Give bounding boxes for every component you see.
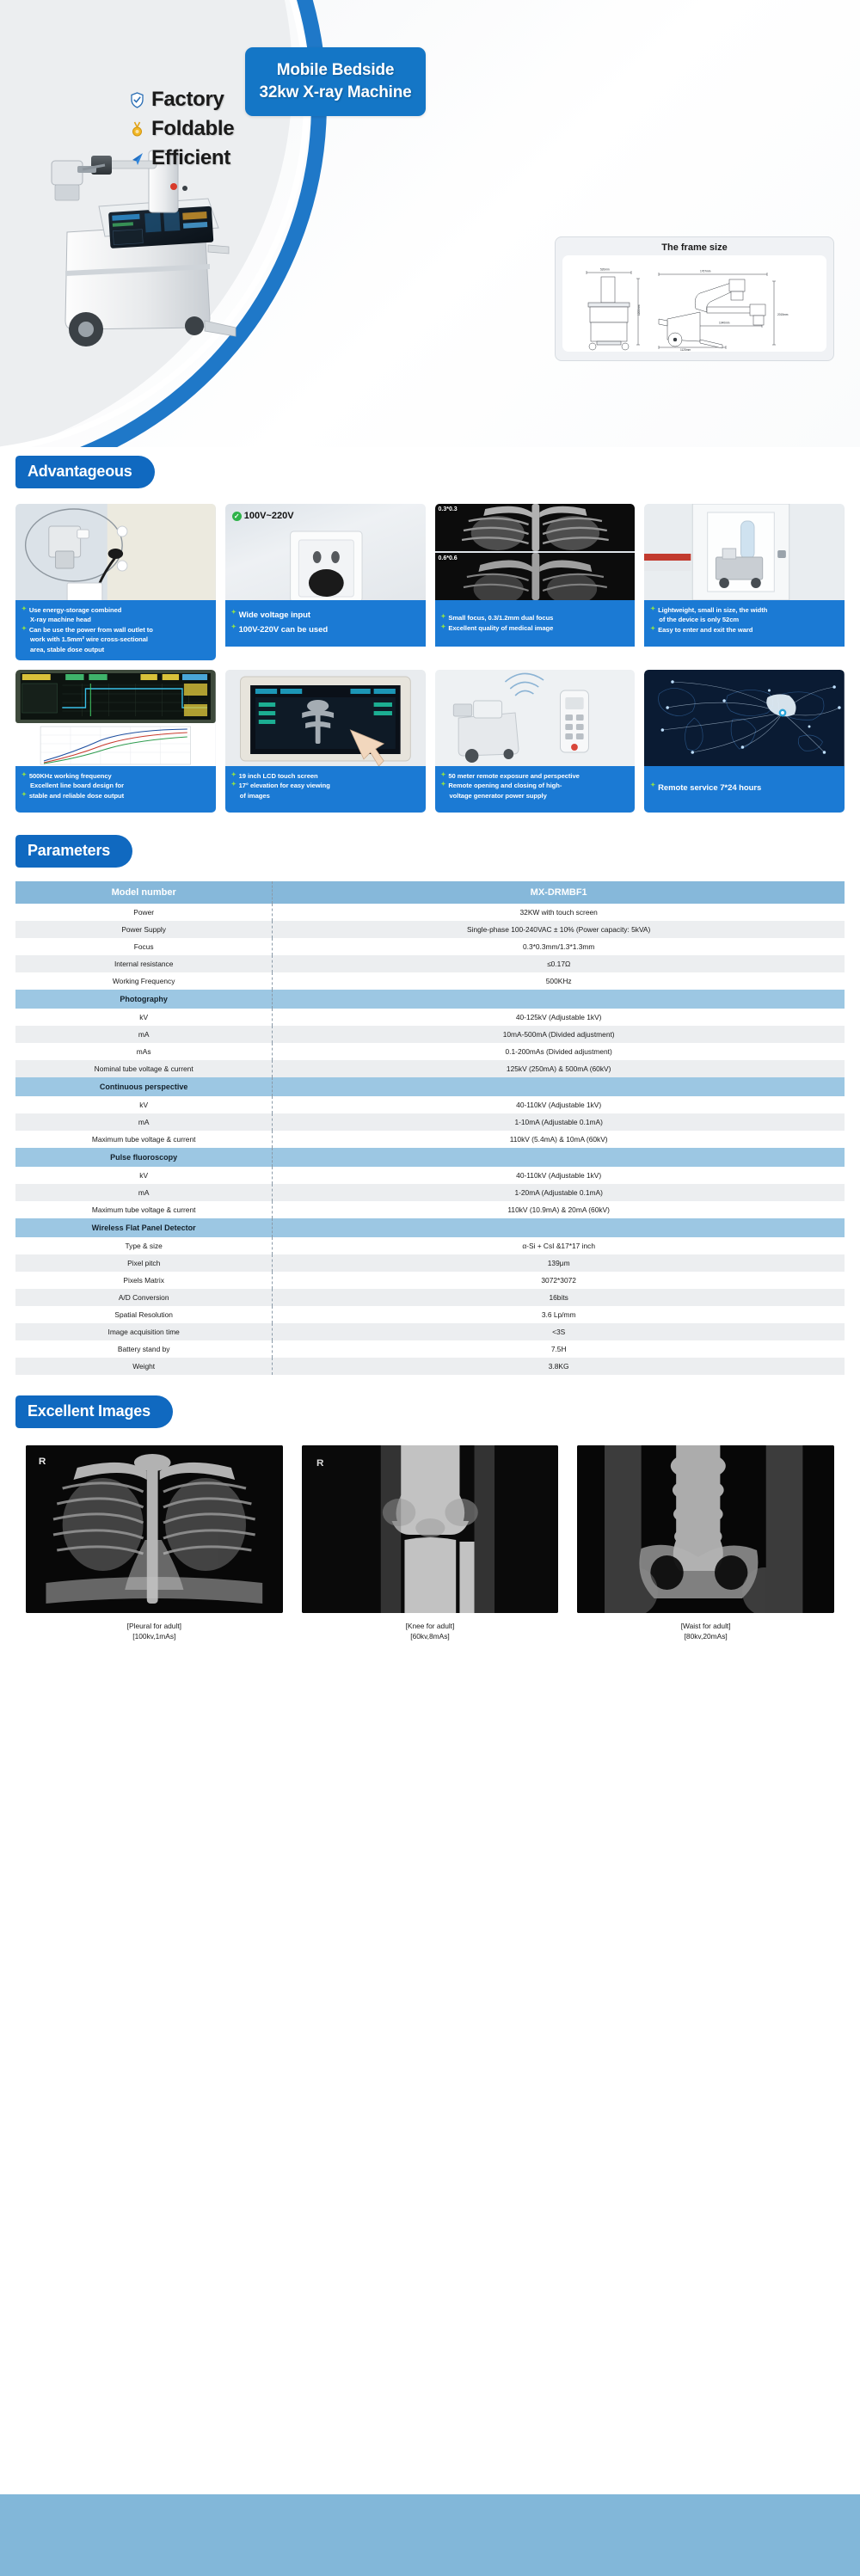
hero-title-badge — [245, 47, 426, 116]
advantage-card — [15, 504, 216, 660]
table-row — [15, 1009, 845, 1026]
bullet-icon: ✦ — [650, 782, 656, 789]
table-row — [15, 1237, 845, 1254]
chest-xray-adult — [26, 1445, 283, 1613]
caption-line1: [Knee for adult] — [405, 1621, 455, 1630]
table-cell-value: Single-phase 100-240VAC ± 10% (Power capacity: 5kVA) — [273, 921, 845, 938]
voltage-label: 100V~220V — [243, 511, 294, 521]
bullet-icon: ✦ — [230, 782, 236, 788]
table-row — [15, 955, 845, 972]
svg-text:R: R — [38, 1457, 46, 1467]
caption-line: ✦ Remote opening and closing of high- — [440, 782, 562, 790]
caption-line1: [Waist for adult] — [680, 1621, 731, 1630]
lcd-touch-screen-photo — [225, 670, 426, 766]
excellent-image-cell — [302, 1445, 559, 1641]
table-cell-value: ≤0.17Ω — [273, 955, 845, 972]
table-cell-key: kV — [15, 1096, 273, 1113]
table-cell-key: Continuous perspective — [15, 1077, 273, 1096]
table-subheader-row — [15, 1077, 845, 1096]
dim-front-height: 1200mm — [637, 304, 641, 316]
caption-line2: [80kv,20mAs] — [684, 1632, 728, 1641]
bullet-icon: ✦ — [440, 623, 446, 630]
table-row — [15, 1289, 845, 1306]
table-cell-value: <3S — [273, 1323, 845, 1340]
wall-outlet-machine-head-photo — [15, 504, 216, 600]
paper-plane-icon — [129, 149, 145, 168]
table-cell-value: 7.5H — [550, 1344, 567, 1353]
feature-item-efficient — [129, 146, 234, 170]
caption-line: ✦ stable and reliable dose output — [22, 791, 125, 800]
bullet-icon: ✦ — [440, 782, 446, 788]
table-cell-key: Pixel pitch — [15, 1254, 273, 1272]
table-header-row — [15, 881, 845, 904]
remote-control-photo — [435, 670, 636, 766]
table-subheader-row — [15, 1218, 845, 1237]
excellent-images-section — [0, 1375, 860, 1641]
caption-line: ✦ Use energy-storage combined — [22, 606, 122, 614]
advantage-card — [225, 670, 426, 813]
table-cell-key: A/D Conversion — [15, 1289, 273, 1306]
caption-line: work with 1.5mm² wire cross-sectional — [30, 635, 148, 644]
caption-line: ✦ 19 inch LCD touch screen — [230, 771, 318, 780]
hero-title-line1: Mobile Bedside — [276, 61, 395, 79]
caption-line: ✦ 50 meter remote exposure and perspective — [440, 771, 580, 780]
advantage-card — [435, 504, 636, 660]
knee-xray-adult — [302, 1445, 559, 1613]
table-cell-value: 0.3*0.3mm/1.3*1.3mm — [523, 941, 595, 951]
table-cell-key: mAs — [15, 1043, 273, 1060]
table-cell-value: 10mA-500mA (Divided adjustment) — [273, 1026, 845, 1043]
shield-check-icon — [129, 90, 145, 109]
parameters-table-wrap — [0, 868, 860, 1375]
table-row — [15, 1043, 845, 1060]
table-cell-value: 500KHz — [545, 976, 572, 985]
table-cell-value: 40-110kV (Adjustable 1kV) — [516, 1170, 602, 1180]
parameters-section — [0, 813, 860, 1375]
table-row — [15, 1184, 845, 1201]
excellent-image-cell — [26, 1445, 283, 1641]
caption-line1: [Pleural for adult] — [126, 1621, 181, 1630]
table-cell-key: kV — [15, 1167, 273, 1184]
table-header-value: MX-DRMBF1 — [273, 881, 845, 904]
caption-line: ✦ 100V-220V can be used — [231, 623, 420, 638]
table-row — [15, 1323, 845, 1340]
caption-line: ✦ Easy to enter and exit the ward — [650, 625, 753, 634]
table-row — [15, 1340, 845, 1358]
caption-line: ✦ Remote service 7*24 hours — [650, 782, 838, 796]
advantage-card-grid-row1 — [0, 488, 860, 660]
table-cell-key: Photography — [15, 990, 273, 1009]
section-header-parameters: Parameters — [15, 835, 132, 868]
power-socket-photo — [225, 504, 426, 600]
table-row — [15, 921, 845, 938]
table-cell-key: Weight — [15, 1358, 273, 1375]
table-cell-value: 16bits — [273, 1289, 845, 1306]
caption-line: ✦ Lightweight, small in size, the width — [650, 606, 768, 614]
caption-line: of images — [239, 791, 270, 800]
table-row — [15, 1113, 845, 1131]
dim-side-height: 2015mm — [777, 313, 789, 316]
table-cell-key: Maximum tube voltage & current — [15, 1201, 273, 1218]
table-cell-key: Working Frequency — [15, 972, 273, 990]
dim-side-length: 1767mm — [700, 269, 711, 273]
advantage-caption — [435, 600, 636, 647]
table-row — [15, 1306, 845, 1323]
bullet-icon: ✦ — [440, 614, 446, 621]
table-cell-key: mA — [15, 1184, 273, 1201]
table-cell-key: kV — [15, 1009, 273, 1026]
check-circle-icon: ✓ — [232, 512, 242, 521]
caption-line: area, stable dose output — [30, 645, 105, 653]
bullet-icon: ✦ — [230, 771, 236, 778]
table-row — [15, 1254, 845, 1272]
table-row — [15, 1272, 845, 1289]
table-cell-value — [273, 990, 845, 1009]
table-cell-key: Internal resistance — [15, 955, 273, 972]
advantage-caption — [15, 766, 216, 813]
parameters-table-body — [15, 881, 845, 1375]
table-row — [15, 1026, 845, 1043]
waist-xray-adult — [577, 1445, 834, 1613]
footer-band — [0, 2494, 860, 2576]
table-cell-key: Spatial Resolution — [15, 1306, 273, 1323]
feature-label: Foldable — [151, 117, 235, 140]
caption-line: voltage generator power supply — [449, 791, 547, 800]
table-cell-value: 110kV (5.4mA) & 10mA (60kV) — [509, 1134, 608, 1144]
table-cell-key: Wireless Flat Panel Detector — [15, 1218, 273, 1237]
world-map-network — [644, 670, 845, 766]
xray-tile-upper — [435, 504, 636, 551]
caption-line: ✦ 500KHz working frequency — [22, 771, 112, 780]
svg-text:R: R — [316, 1458, 324, 1469]
bullet-icon: ✦ — [650, 625, 656, 632]
excellent-image-cell — [577, 1445, 834, 1641]
table-row — [15, 1096, 845, 1113]
table-cell-key: Focus — [15, 938, 273, 955]
xray-tile-lower — [435, 553, 636, 600]
table-cell-key: Type & size — [15, 1237, 273, 1254]
caption-line: ✦ 17° elevation for easy viewing — [230, 782, 330, 790]
table-cell-value: 3072*3072 — [541, 1275, 576, 1285]
table-header-key: Model number — [15, 881, 273, 904]
table-cell-value: 3.8KG — [273, 1358, 845, 1375]
bullet-icon: ✦ — [440, 771, 446, 778]
advantage-caption — [435, 766, 636, 813]
table-cell-key: Power Supply — [15, 921, 273, 938]
table-cell-key: Battery stand by — [15, 1340, 273, 1358]
frame-size-title: The frame size — [661, 242, 728, 253]
bullet-icon: ✦ — [22, 791, 27, 798]
table-subheader-row — [15, 990, 845, 1009]
table-row — [15, 1358, 845, 1375]
table-cell-value: 139μm — [273, 1254, 845, 1272]
table-cell-value: 3.6 Lp/mm — [541, 1309, 576, 1319]
advantage-caption — [225, 766, 426, 813]
bullet-icon: ✦ — [230, 623, 236, 630]
medal-icon — [129, 120, 145, 138]
parameters-table — [15, 881, 845, 1375]
advantage-card-grid-row2 — [0, 660, 860, 813]
bullet-icon: ✦ — [22, 625, 27, 632]
advantage-caption — [225, 600, 426, 647]
caption-line: of the device is only 52cm — [659, 616, 740, 624]
table-cell-value — [273, 1077, 845, 1096]
image-caption — [26, 1621, 283, 1641]
caption-line: Excellent line board design for — [30, 782, 125, 790]
bullet-icon: ✦ — [22, 606, 27, 612]
table-cell-value: 0.1-200mAs (Divided adjustment) — [505, 1046, 612, 1056]
bullet-icon: ✦ — [230, 609, 236, 616]
table-row — [15, 1060, 845, 1077]
table-cell-value: 1-10mA (Adjustable 0.1mA) — [273, 1113, 845, 1131]
table-cell-key: Nominal tube voltage & current — [15, 1060, 273, 1077]
table-subheader-row — [15, 1148, 845, 1167]
caption-line: ✦ Excellent quality of medical image — [440, 623, 554, 632]
voltage-badge — [232, 511, 294, 521]
hero-banner — [0, 0, 860, 447]
table-cell-key: Pulse fluoroscopy — [15, 1148, 273, 1167]
table-row — [15, 1131, 845, 1148]
frame-size-diagram — [562, 255, 826, 352]
image-caption — [577, 1621, 834, 1641]
table-cell-key: Maximum tube voltage & current — [15, 1131, 273, 1148]
table-cell-value: 32KW with touch screen — [519, 907, 598, 917]
bullet-icon: ✦ — [22, 771, 27, 778]
hero-title-line2: 32kw X-ray Machine — [259, 83, 412, 101]
bullet-icon: ✦ — [650, 606, 656, 612]
dim-base-length: 1125mm — [680, 348, 691, 352]
feature-label: Factory — [151, 88, 224, 111]
frame-size-panel — [555, 236, 834, 361]
table-cell-key: mA — [15, 1113, 273, 1131]
table-cell-value — [273, 1218, 845, 1237]
table-cell-value: 110kV (10.9mA) & 20mA (60kV) — [507, 1205, 610, 1214]
table-row — [15, 1167, 845, 1184]
table-cell-value: 40-110kV (Adjustable 1kV) — [516, 1100, 602, 1109]
advantage-card — [644, 504, 845, 660]
caption-line2: [100kv,1mAs] — [132, 1632, 176, 1641]
table-cell-value: 125kV (250mA) & 500mA (60kV) — [273, 1060, 845, 1077]
focus-label-lower: 0.6*0.6 — [438, 555, 458, 561]
hero-feature-list — [129, 88, 234, 175]
advantage-caption — [644, 766, 845, 813]
caption-line: ✦ Small focus, 0.3/1.2mm dual focus — [440, 614, 554, 623]
table-cell-key: mA — [15, 1026, 273, 1043]
table-cell-key: Pixels Matrix — [15, 1272, 273, 1289]
table-cell-key: Power — [15, 904, 273, 921]
advantage-card — [15, 670, 216, 813]
table-cell-value: α-Si + CsI &17*17 inch — [522, 1241, 595, 1250]
feature-item-factory — [129, 88, 234, 112]
machine-in-doorway-photo — [644, 504, 845, 600]
advantage-caption — [644, 600, 845, 647]
section-header-excellent-images: Excellent Images — [15, 1395, 173, 1428]
focus-label-upper: 0.3*0.3 — [438, 506, 458, 512]
chest-xray-dual-focus — [435, 504, 636, 600]
table-row — [15, 938, 845, 955]
dim-front-width: 520mm — [600, 267, 610, 272]
advantage-card — [644, 670, 845, 813]
caption-line: ✦ Wide voltage input — [231, 609, 420, 623]
table-row — [15, 1201, 845, 1218]
section-header-advantageous: Advantageous — [15, 456, 155, 488]
table-cell-key: Image acquisition time — [15, 1323, 273, 1340]
table-row — [15, 904, 845, 921]
advantage-caption — [15, 600, 216, 660]
dim-arm-reach: 1040mm — [719, 321, 730, 325]
oscilloscope-and-curve-chart — [15, 670, 216, 766]
table-row — [15, 972, 845, 990]
excellent-images-grid — [0, 1428, 860, 1641]
feature-label: Efficient — [151, 146, 230, 169]
advantageous-section — [0, 447, 860, 813]
table-cell-value: 40-125kV (Adjustable 1kV) — [515, 1012, 602, 1021]
table-cell-value — [273, 1148, 845, 1167]
image-caption — [302, 1621, 559, 1641]
caption-line2: [60kv,8mAs] — [410, 1632, 450, 1641]
feature-item-foldable — [129, 117, 234, 141]
table-cell-value: 1-20mA (Adjustable 0.1mA) — [273, 1184, 845, 1201]
advantage-card — [435, 670, 636, 813]
advantage-card — [225, 504, 426, 660]
caption-line: X-ray machine head — [30, 616, 91, 624]
caption-line: ✦ Can be use the power from wall outlet to — [22, 625, 153, 634]
